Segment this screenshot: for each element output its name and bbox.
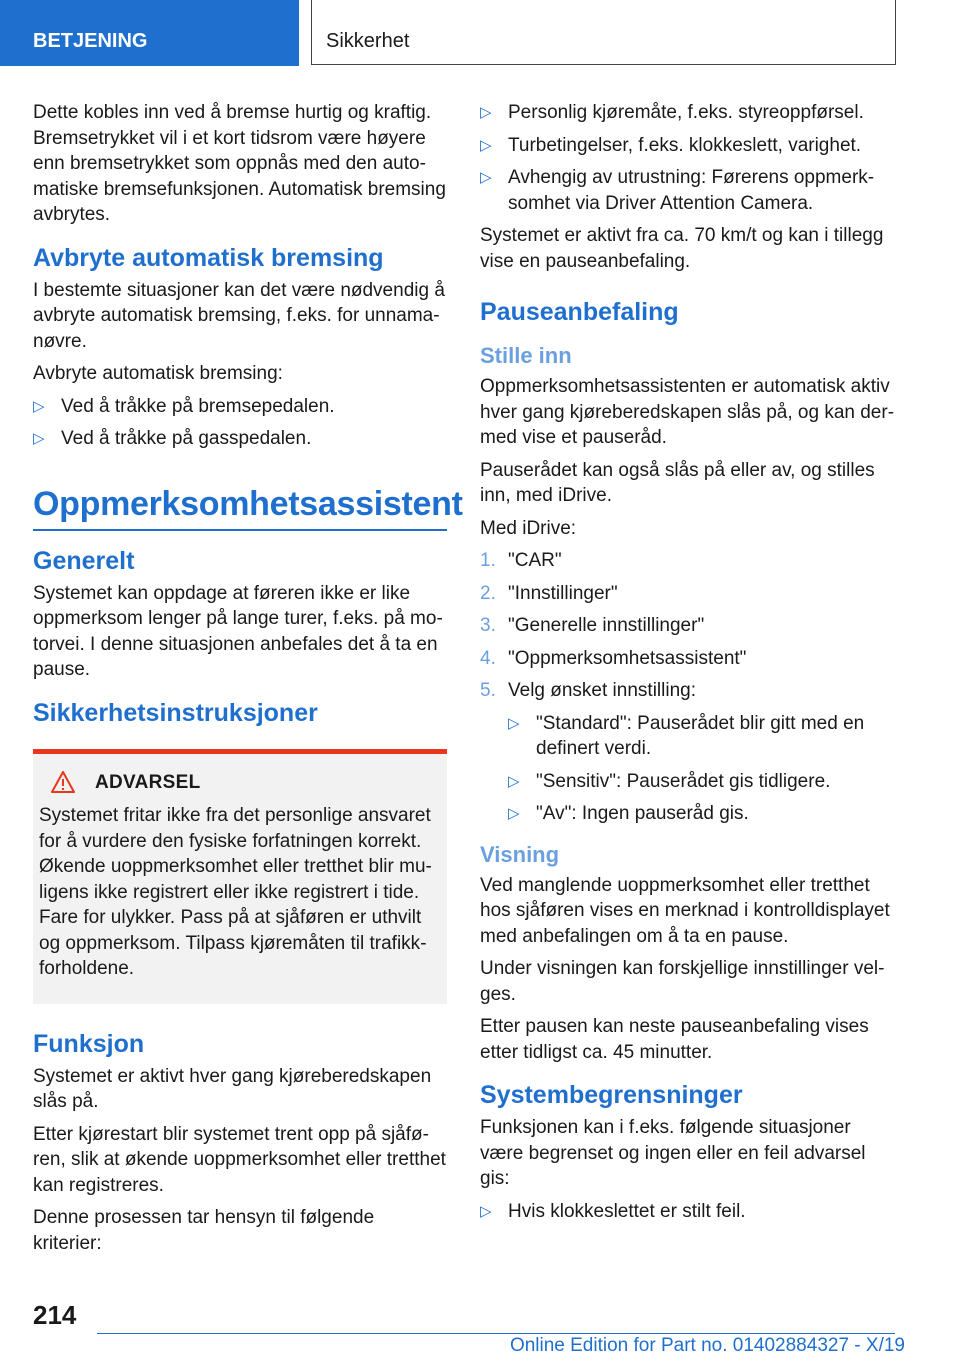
- display-paragraph-2: Under visningen kan forskjellige innstillinger velges.: [480, 958, 885, 1005]
- options-list: [508, 711, 898, 827]
- function-heading: Funksjon: [33, 1029, 145, 1058]
- list-item: [508, 801, 898, 827]
- limits-text: Funksjonen kan i f.eks. følgende situasjoner være begrenset og ingen eller en feil advarsel gis:: [480, 1117, 866, 1189]
- abort-text: I bestemte situasjoner kan det være nødvendig å avbryte automatisk bremsing, f.eks. for unnamanøvre.: [33, 279, 445, 352]
- triangle-right-icon: ▷: [33, 397, 45, 415]
- left-column: [33, 100, 463, 1263]
- display-paragraph-1: Ved manglende uoppmerksomhet eller tretthet hos sjåføren vises en merknad i kontrolldisplayet med anbefalingen om å ta en pause.: [480, 874, 890, 947]
- safety-heading: Sikkerhetsinstruksjoner: [33, 698, 318, 727]
- main-heading: Oppmerksomhetsassistent: [33, 482, 447, 531]
- step-text: "Generelle innstillinger": [508, 615, 705, 636]
- edition-note: Online Edition for Part no. 01402884327 - X/19: [509, 1335, 905, 1356]
- setup-paragraph-1: Oppmerksomhetsassistenten er automatisk aktiv hver gang kjøreberedskapen slås på, og kan dermed vise et pauseråd.: [480, 376, 895, 448]
- setup-heading: Stille inn: [480, 343, 572, 368]
- chapter-tab: Sikkerhet: [311, 0, 896, 65]
- triangle-right-icon: ▷: [508, 805, 520, 822]
- list-item-text: Hvis klokkeslettet er stilt feil.: [508, 1200, 746, 1222]
- general-text: Systemet kan oppdage at føreren ikke er like oppmerksom lenger på lange turer, f.eks. på motorvei. I denne situasjonen anbefales det å ta en pause.: [33, 582, 443, 680]
- warning-triangle-icon: [51, 771, 75, 793]
- list-item-text: "Av": Ingen pauseråd gis.: [536, 803, 749, 824]
- step-number: 3.: [480, 615, 496, 636]
- function-paragraph-3: Denne prosessen tar hensyn til følgende kriterier:: [33, 1207, 375, 1254]
- list-item-text: Avhengig av utrustning: Førerens oppmerksomhet via Driver Attention Camera.: [508, 167, 875, 214]
- limits-heading: Systembegrensninger: [480, 1081, 743, 1109]
- limits-list: [480, 1199, 898, 1225]
- step-number: 2.: [480, 582, 496, 604]
- list-item: [33, 426, 447, 452]
- step-item: [480, 548, 898, 574]
- abort-lead: Avbryte automatisk bremsing:: [33, 363, 283, 384]
- active-text: Systemet er aktivt fra ca. 70 km/t og kan i tillegg vise en pauseanbefaling.: [480, 225, 884, 272]
- list-item: [480, 165, 898, 216]
- step-item: [480, 613, 898, 639]
- warning-box: [33, 749, 447, 1004]
- abort-list: [33, 394, 447, 452]
- list-item-text: Ved å tråkke på gasspedalen.: [61, 428, 312, 449]
- triangle-right-icon: ▷: [480, 136, 492, 154]
- warning-title: ADVARSEL: [95, 771, 201, 793]
- footer-divider: [97, 1333, 895, 1334]
- step-item: [480, 581, 898, 607]
- step-text: Velg ønsket innstilling:: [508, 680, 696, 701]
- step-text: "CAR": [508, 550, 562, 571]
- criteria-list: [480, 100, 898, 216]
- list-item-text: Ved å tråkke på bremsepedalen.: [61, 395, 335, 417]
- step-item: [480, 678, 898, 827]
- step-number: 5.: [480, 680, 496, 701]
- step-text: "Innstillinger": [508, 582, 618, 604]
- step-item: [480, 646, 898, 672]
- function-paragraph-2: Etter kjørestart blir systemet trent opp på sjåføren, slik at økende uoppmerksomhet eller tretthet kan registreres.: [33, 1123, 446, 1196]
- pause-heading: Pauseanbefaling: [480, 298, 679, 326]
- triangle-right-icon: ▷: [508, 772, 520, 790]
- general-heading: Generelt: [33, 546, 135, 575]
- display-paragraph-3: Etter pausen kan neste pauseanbefaling vises etter tidligst ca. 45 minutter.: [480, 1016, 869, 1063]
- right-column: [480, 100, 898, 1231]
- warning-text: Systemet fritar ikke fra det personlige ansvaret for å vurdere den fysiske forfatningen korrekt. Økende uoppmerksomhet eller tretthet blir muligens ikke registrert eller ikke registrert i tide. Fare for ulykker. Pass på at sjåføren er uthvilt og oppmerksom. Tilpass kjøremåten til trafikkforholdene.: [39, 805, 432, 979]
- list-item: [33, 394, 447, 420]
- list-item-text: "Sensitiv": Pauserådet gis tidligere.: [536, 770, 831, 792]
- list-item: [480, 100, 898, 126]
- list-item: [480, 133, 898, 159]
- page-header: [0, 0, 960, 66]
- list-item-text: "Standard": Pauserådet blir gitt med en definert verdi.: [536, 712, 865, 759]
- triangle-right-icon: ▷: [480, 1202, 492, 1220]
- step-text: "Oppmerksomhetsassistent": [508, 647, 747, 669]
- warning-header: [39, 770, 441, 796]
- triangle-right-icon: ▷: [33, 430, 45, 447]
- list-item: [508, 769, 898, 795]
- triangle-right-icon: ▷: [480, 104, 492, 121]
- triangle-right-icon: ▷: [508, 714, 520, 732]
- list-item: [480, 1199, 898, 1225]
- function-paragraph-1: Systemet er aktivt hver gang kjøreberedskapen slås på.: [33, 1065, 432, 1112]
- step-number: 1.: [480, 550, 496, 571]
- section-tab: BETJENING: [0, 0, 299, 66]
- list-item: [508, 711, 898, 762]
- intro-paragraph: Dette kobles inn ved å bremse hurtig og kraftig. Bremsetrykket vil i et kort tidsrom være høyere enn bremsetrykket som oppnås med den automatiske bremsefunksjonen. Automatisk bremsing avbrytes.: [33, 102, 446, 225]
- list-item-text: Turbetingelser, f.eks. klokkeslett, varighet.: [508, 134, 862, 156]
- setup-lead: Med iDrive:: [480, 517, 577, 539]
- steps-list: [480, 548, 898, 827]
- abort-heading: Avbryte automatisk bremsing: [33, 243, 384, 272]
- list-item-text: Personlig kjøremåte, f.eks. styreoppførsel.: [508, 102, 864, 123]
- page-number: 214: [33, 1300, 77, 1330]
- setup-paragraph-2: Pauserådet kan også slås på eller av, og stilles inn, med iDrive.: [480, 459, 875, 506]
- step-number: 4.: [480, 647, 496, 669]
- triangle-right-icon: ▷: [480, 169, 492, 186]
- display-heading: Visning: [480, 841, 560, 867]
